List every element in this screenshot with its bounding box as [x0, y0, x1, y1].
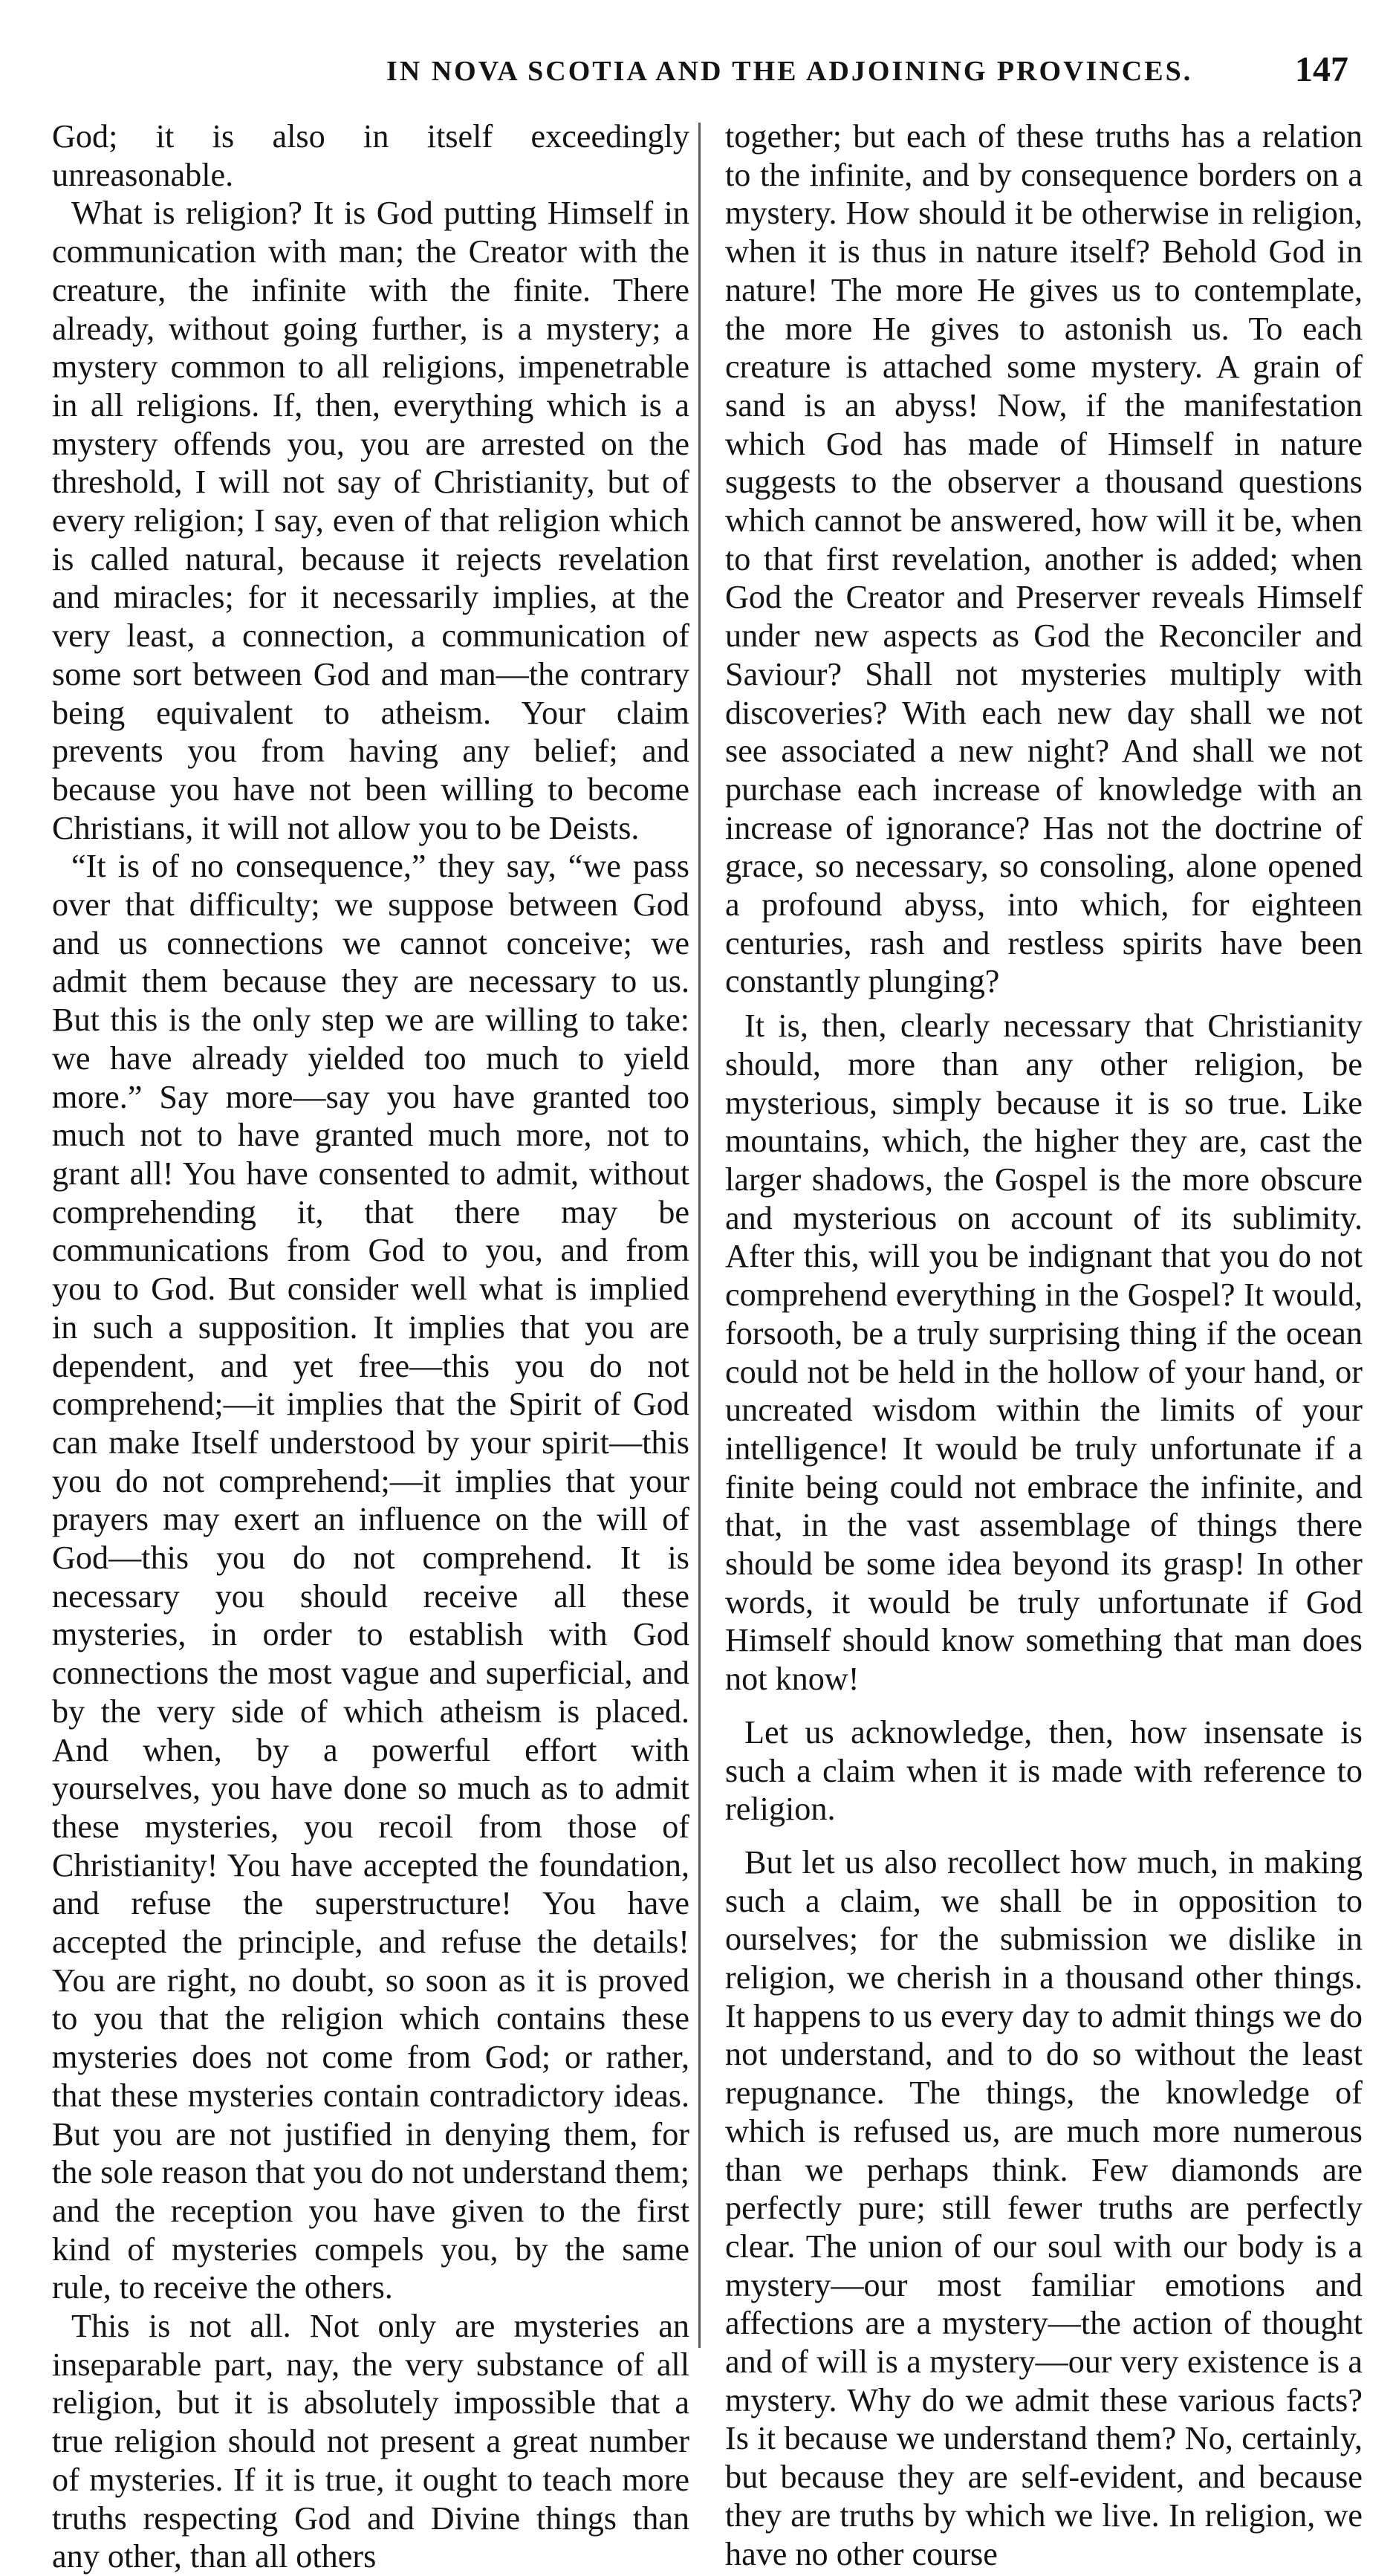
- column-divider: [698, 123, 701, 2348]
- paragraph: together; but each of these truths has a relation to the infinite, and by consequence borders on a mystery. How should it be otherwise in religion, when it is thus in nature itself? Behold God in nature! The more He gives us to contemplate, the more He gives to astonish us. To each creature is attached some mystery. A grain of sand is an abyss! Now, if the manifestation which God has made of Himself in nature suggests to the observer a thousand questions which cannot be answered, how will it be, when to that first revelation, another is added; when God the Creator and Preserver reveals Himself under new aspects as God the Reconciler and Saviour? Shall not mysteries multiply with discoveries? With each new day shall we not see associated a new night? And shall we not purchase each increase of knowledge with an increase of ignorance? Has not the doctrine of grace, so necessary, so consoling, alone opened a profound abyss, into which, for eighteen centuries, rash and restless spirits have been constantly plunging?: [725, 118, 1363, 1000]
- paragraph: But let us also recollect how much, in making such a claim, we shall be in opposition to ourselves; for the submission we dislike in religion, we cherish in a thousand other things. It happens to us every day to admit things we do not understand, and to do so without the least repugnance. The things, the knowledge of which is refused us, are much more numerous than we perhaps think. Few diamonds are perfectly pure; still fewer truths are perfectly clear. The union of our soul with our body is a mystery—our most familiar emotions and affections are a mystery—the action of thought and of will is a mystery—our very existence is a mystery. Why do we admit these various facts? Is it because we understand them? No, certainly, but because they are self-evident, and because they are truths by which we live. In religion, we have no other course: [725, 1843, 1363, 2572]
- paragraph: Let us acknowledge, then, how insensate is such a claim when it is made with reference to religion.: [725, 1713, 1363, 1828]
- paragraph: “It is of no consequence,” they say, “we pass over that difficulty; we suppose between God and us connections we cannot conceive; we admit them because they are necessary to us. But this is the only step we are willing to take: we have already yielded too much to yield more.” Say more—say you have granted too much not to have granted much more, not to grant all! You have consented to admit, without comprehending it, that there may be communications from God to you, and from you to God. But consider well what is implied in such a supposition. It implies that you are dependent, and yet free—this you do not comprehend;—it implies that the Spirit of God can make Itself understood by your spirit—this you do not comprehend;—it implies that your prayers may exert an influence on the will of God—this you do not comprehend. It is necessary you should receive all these mysteries, in order to establish with God connections the most vague and superficial, and by the very side of which atheism is placed. And when, by a powerful effort with yourselves, you have done so much as to admit these mysteries, you recoil from those of Christianity! You have accepted the foundation, and refuse the superstructure! You have accepted the principle, and refuse the details! You are right, no doubt, so soon as it is proved to you that the religion which contains these mysteries does not come from God; or rather, that these mysteries contain contradictory ideas. But you are not justified in denying them, for the sole reason that you do not understand them; and the reception you have given to the first kind of mysteries compels you, by the same rule, to receive the others.: [52, 848, 689, 2306]
- right-column: [725, 117, 1363, 2573]
- paragraph: It is, then, clearly necessary that Christianity should, more than any other religion, be mysterious, simply because it is so true. Like mountains, which, the higher they are, cast the larger shadows, the Gospel is the more obscure and mysterious on account of its sublimity. After this, will you be indignant that you do not comprehend everything in the Gospel? It would, forsooth, be a truly surprising thing if the ocean could not be held in the hollow of your hand, or uncreated wisdom within the limits of your intelligence! It would be truly unfortunate if a finite being could not embrace the infinite, and that, in the vast assemblage of things there should be some idea beyond its grasp! In other words, it would be truly unfortunate if God Himself should know something that man does not know!: [725, 1008, 1363, 1698]
- page-number: 147: [1295, 50, 1348, 89]
- left-column: [52, 117, 689, 2576]
- paragraph: God; it is also in itself exceedingly unreasonable.: [52, 118, 689, 193]
- page-header: [0, 49, 1393, 94]
- paragraph: What is religion? It is God putting Himself in communication with man; the Creator with the creature, the infinite with the finite. There already, without going further, is a mystery; a mystery common to all religions, impenetrable in all religions. If, then, everything which is a mystery offends you, you are arrested on the threshold, I will not say of Christianity, but of every religion; I say, even of that religion which is called natural, because it rejects revelation and miracles; for it necessarily implies, at the very least, a connection, a communication of some sort between God and man—the contrary being equivalent to atheism. Your claim prevents you from having any belief; and because you have not been willing to become Christians, it will not allow you to be Deists.: [52, 195, 689, 846]
- paragraph: This is not all. Not only are mysteries an inseparable part, nay, the very substance of all religion, but it is absolutely impossible that a true religion should not present a great number of mysteries. If it is true, it ought to teach more truths respecting God and Divine things than any other, than all others: [52, 2308, 689, 2575]
- running-head: IN NOVA SCOTIA AND THE ADJOINING PROVINCES.: [386, 56, 1193, 87]
